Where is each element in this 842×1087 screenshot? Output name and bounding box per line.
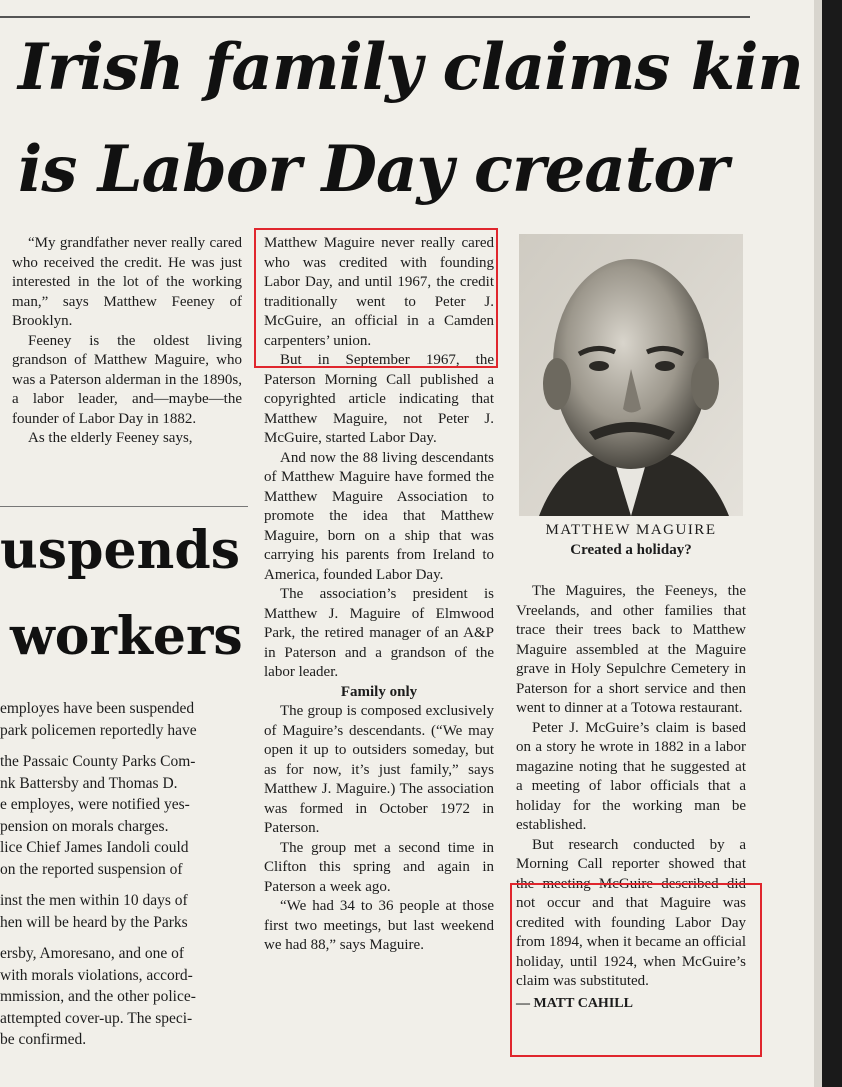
column2-paragraph: And now the 88 living descendants of Matthew Maguire have formed the Matthew Maguire Association to promote the idea that Matthew Maguire, born on a ship that was carrying his parents from Ireland to America, founded Labor Day.	[264, 449, 494, 583]
second-story-line: on the reported suspension of	[0, 860, 183, 878]
second-story-line: e employes, were notified yes-	[0, 796, 190, 813]
top-rule	[0, 16, 750, 18]
page-gutter	[814, 0, 822, 1087]
page-edge	[822, 0, 842, 1087]
column2-paragraph: “We had 34 to 36 people at those first two meetings, but last weekend we had 88,” says Maguire.	[264, 898, 494, 953]
second-story-line: mmission, and the other police-	[0, 988, 196, 1005]
caption-question: Created a holiday?	[570, 542, 692, 558]
column1-paragraph: “My grandfather never really cared who received the credit. He was just interested in the lot of the working man,” says Matthew Feeney of Brooklyn.	[12, 235, 242, 329]
column2-paragraph: Matthew Maguire never really cared who was credited with founding Labor Day, and until 1967, the credit traditionally went to Peter J. McGuire, an official in a Camden carpenters’ union.	[264, 235, 494, 349]
column3-paragraph: But research conducted by a Morning Call reporter showed that the meeting McGuire described did not occur and that Maguire was credited with founding Labor Day from 1894, when it became an official holiday, until 1924, when McGuire’s claim was substituted.	[516, 836, 746, 989]
column-divider-rule	[0, 506, 248, 507]
second-story-line: with morals violations, accord-	[0, 966, 193, 984]
column1-paragraph: Feeney is the oldest living grandson of Matthew Maguire, who was a Paterson alderman in the 1890s, a labor leader, and—maybe—the founder of Labor Day in 1882.	[12, 332, 242, 427]
second-story-body	[0, 698, 244, 1051]
portrait-illustration	[519, 234, 743, 516]
second-story-headline-1: uspends	[0, 520, 240, 581]
second-story-line	[0, 741, 244, 751]
second-story-line: pension on morals charges.	[0, 817, 169, 835]
second-story-line: be confirmed.	[0, 1031, 87, 1048]
column2-paragraph: The association’s president is Matthew J. Maguire of Elmwood Park, the retired manager of an A&P in Paterson and a grandson of the labor leader.	[264, 586, 494, 680]
second-story-line: inst the men within 10 days of	[0, 892, 188, 909]
column1-paragraph: As the elderly Feeney says,	[28, 430, 193, 446]
second-story-headline-2: workers	[10, 606, 243, 667]
caption-name: MATTHEW MAGUIRE	[545, 522, 717, 538]
second-story-line: lice Chief James Iandoli could	[0, 839, 189, 856]
second-story-line: ersby, Amoresano, and one of	[0, 945, 185, 962]
column2-paragraph: But in September 1967, the Paterson Morning Call published a copyrighted article indicating that Matthew Maguire, not Peter J. McGuire, started Labor Day.	[264, 352, 494, 446]
photo-caption	[519, 520, 743, 560]
headline-line-2: is Labor Day creator	[18, 132, 728, 207]
second-story-line: nk Battersby and Thomas D.	[0, 774, 178, 792]
highlight-box-1	[254, 228, 498, 368]
headline-line-1: Irish family claims kin	[18, 30, 803, 105]
portrait-photo	[519, 234, 743, 516]
highlight-box-2	[510, 883, 762, 1057]
byline: — MATT CAHILL	[516, 995, 633, 1011]
column3-paragraph: The Maguires, the Feeneys, the Vreelands, and other families that trace their trees back to Matthew Maguire assembled at the Maguire grave in Holy Sepulchre Cemetery in Paterson for a short service and then went to dinner at a Totowa restaurant.	[516, 583, 746, 716]
column2-paragraph: The group met a second time in Clifton this spring and again in Paterson a week ago.	[264, 839, 494, 895]
second-story-line	[0, 880, 244, 890]
column3-paragraph: Peter J. McGuire’s claim is based on a story he wrote in 1882 in a labor magazine noting that he suggested at a meeting of labor officials that a holiday for the working man be established.	[516, 719, 746, 833]
second-story-line: hen will be heard by the Parks	[0, 913, 188, 931]
second-story-line: employes have been suspended	[0, 700, 195, 717]
column2-paragraph: The group is composed exclusively of Maguire’s descendants. (“We may open it up to outsiders someday, but as for now, it’s just family,” says Matthew J. Maguire.) The association was formed in October 1972 in Paterson.	[264, 703, 494, 836]
second-story-line: the Passaic County Parks Com-	[0, 753, 196, 770]
second-story-line: attempted cover-up. The speci-	[0, 1009, 193, 1027]
column2-subhead: Family only	[340, 683, 418, 700]
second-story-line: park policemen reportedly have	[0, 721, 197, 739]
second-story-line	[0, 933, 244, 943]
column-1	[12, 234, 242, 449]
